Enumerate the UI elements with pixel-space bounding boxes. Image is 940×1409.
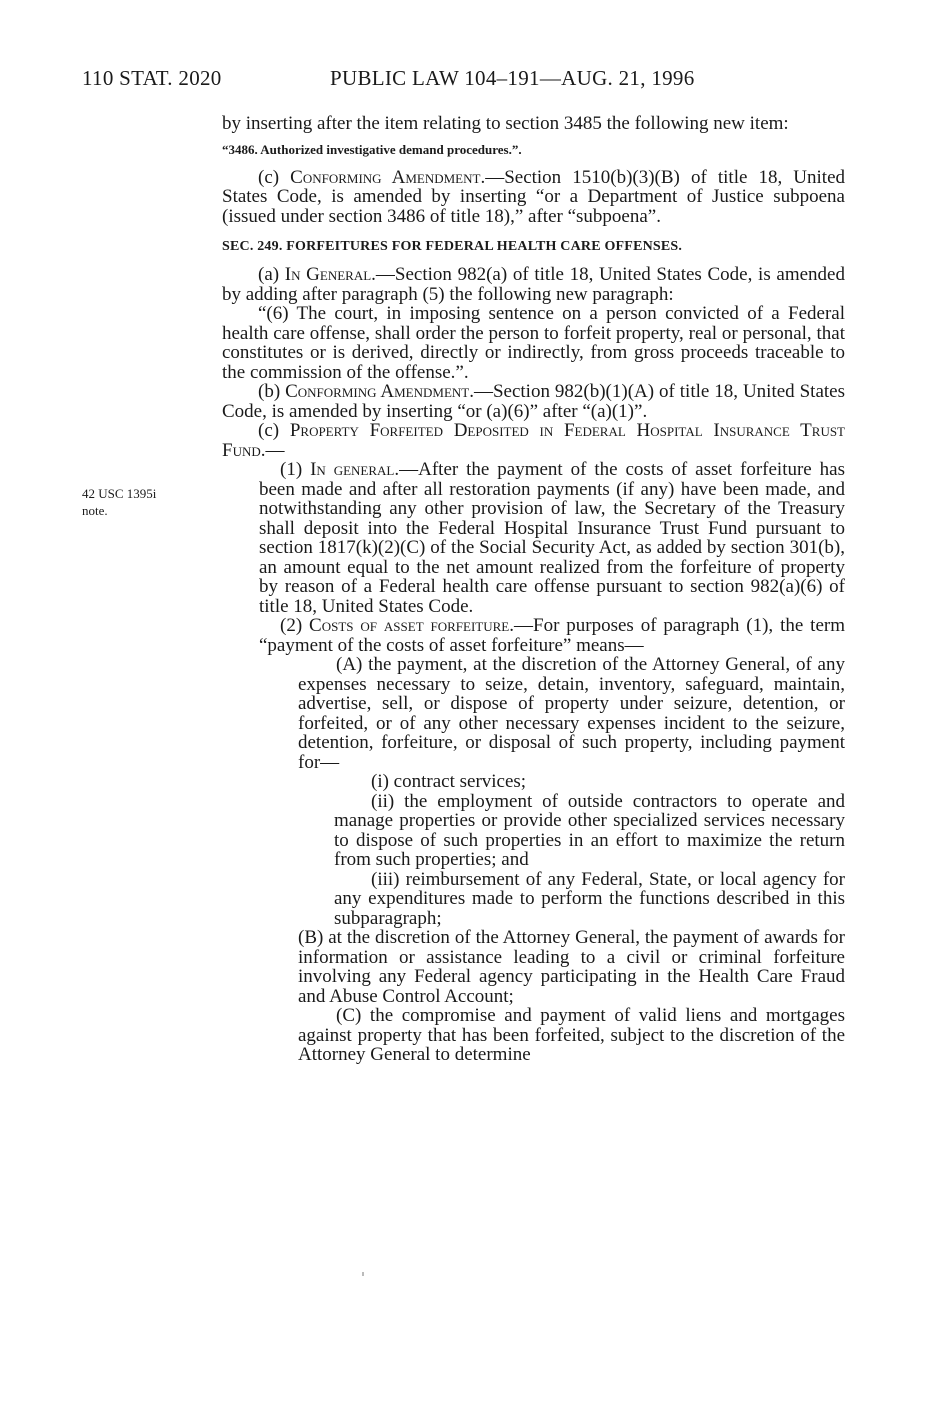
running-header (82, 66, 782, 96)
paragraph-1 (259, 460, 845, 616)
quoted-paragraph-6: “(6) The court, in imposing sentence on a person convicted of a Federal health care offense, shall order the person to forfeit property, real or personal, that constitutes or is derived, directly or indirectly, from gross proceeds traceable to the commission of the offense.”. (222, 303, 845, 383)
subsection-c-conforming-label: (c) (258, 166, 291, 188)
subparagraph-A: (A) the payment, at the discretion of the Attorney General, of any expenses necessary to seize, detain, inventory, safeguard, maintain, advertise, sell, or dispose of property under seizure, detention, or forfeited, or of any other necessary expenses incident to the seizure, detention, forfeiture, or disposal of such property, including payment for— (298, 654, 845, 773)
new-item-line: “3486. Authorized investigative demand procedures.”. (222, 141, 522, 157)
subsection-a-label: (a) (258, 264, 285, 285)
paragraph-2-text: .—For purposes of paragraph (1), the term “payment of the costs of asset forfeiture” means— (259, 615, 845, 656)
paragraph-2-label: (2) (280, 615, 310, 636)
public-law-title: PUBLIC LAW 104–191—AUG. 21, 1996 (330, 66, 695, 90)
scan-speck (362, 1272, 364, 1276)
subsection-c-heading: Property Forfeited Deposited in Federal Hospital Insurance Trust Fund (222, 420, 846, 461)
subsection-c-conforming-heading: Conforming Amendment (290, 166, 481, 188)
margin-note-citation: 42 USC 1395i (82, 486, 157, 501)
subsection-c-conforming-text: .—Section 1510(b)(3)(B) of title 18, United States Code, is amended by inserting “or a Department of Justice subpoena (issued under section 3486 of title 18),” after “subpoena”. (222, 166, 846, 227)
paragraph-1-label: (1) (280, 459, 311, 480)
clause-i: (i) contract services; (371, 771, 527, 792)
subsection-c (222, 421, 845, 460)
subsection-b-heading: Conforming Amendment (285, 381, 470, 402)
clause-ii: (ii) the employment of outside contractors to operate and manage properties or provide other specialized services necessary to dispose of such properties in an effort to maximize the return from such properties; and (334, 790, 845, 870)
paragraph-1-heading: In general (310, 459, 395, 480)
subsection-c-label: (c) (258, 420, 290, 441)
subsection-a-text: .—Section 982(a) of title 18, United States Code, is amended by adding after paragraph (5) the following new paragraph: (222, 264, 845, 305)
subsection-c-conforming (222, 168, 845, 227)
subsection-b (222, 382, 845, 421)
clause-iii: (iii) reimbursement of any Federal, State, or local agency for any expenditures made to perform the functions described in this subparagraph; (334, 868, 845, 929)
subsection-a-heading: In General (284, 264, 372, 285)
body-text (222, 114, 845, 1065)
subparagraph-B: (B) at the discretion of the Attorney General, the payment of awards for information or assistance leading to a civil or criminal forfeiture involving any Federal agency participating in the Health Care Fraud and Abuse Control Account; (298, 927, 845, 1007)
paragraph-2 (259, 616, 845, 655)
paragraph-2-heading: Costs of asset forfeiture (309, 615, 510, 636)
paragraph-1-text: .—After the payment of the costs of asset forfeiture has been made and after all restoration payments (if any) have been made, and notwithstanding any other provision of law, the Secretary of the Treasury shall deposit into the Federal Hospital Insurance Trust Fund pursuant to section 1817(k)(2)(C) of the Social Security Act, as added by section 301(b), an amount equal to the net amount realized from the forfeiture of property by reason of a Federal health care offense pursuant to section 982(a)(6) of title 18, United States Code. (259, 459, 845, 617)
margin-note-suffix: note. (82, 503, 108, 518)
section-heading: SEC. 249. FORFEITURES FOR FEDERAL HEALTH CARE OFFENSES. (222, 239, 683, 254)
statute-page-number: 110 STAT. 2020 (82, 66, 222, 90)
subsection-b-label: (b) (258, 381, 286, 402)
subparagraph-C: (C) the compromise and payment of valid liens and mortgages against property that has been forfeited, subject to the discretion of the Attorney General to determine (298, 1005, 845, 1065)
subsection-b-text: .—Section 982(b)(1)(A) of title 18, United States Code, is amended by inserting “or (a)(6)” after “(a)(1)”. (222, 381, 845, 422)
margin-note (82, 485, 156, 519)
subsection-c-tail: .— (260, 439, 285, 461)
intro-paragraph: by inserting after the item relating to section 3485 the following new item: (222, 113, 789, 134)
subsection-a (222, 265, 845, 304)
